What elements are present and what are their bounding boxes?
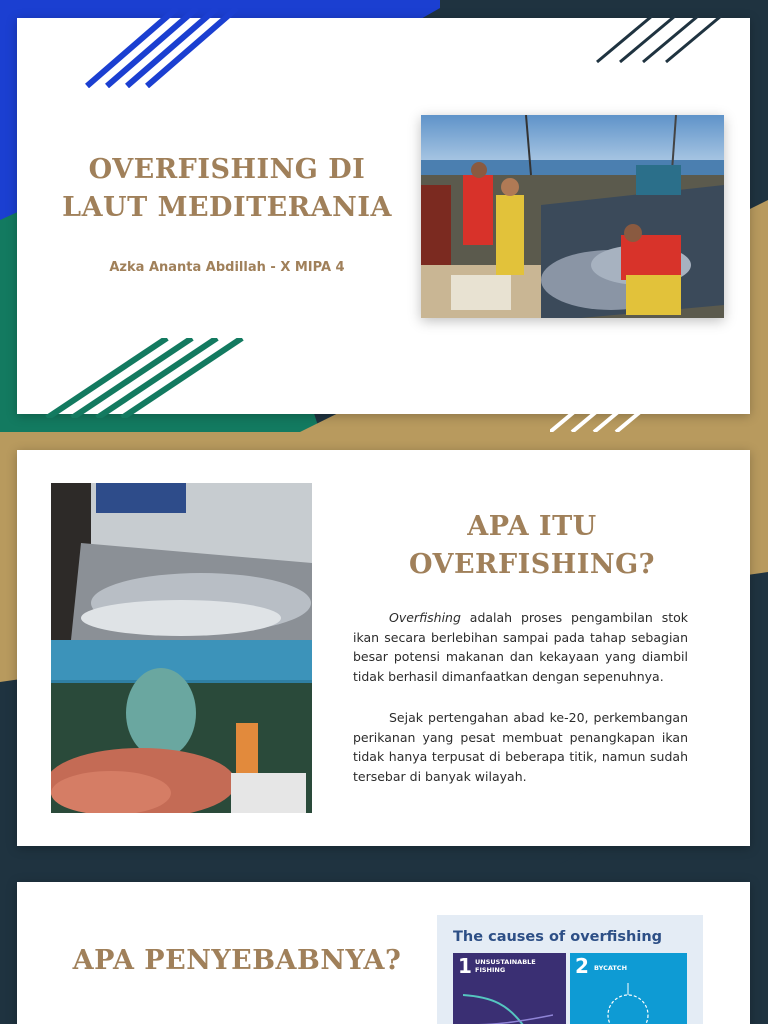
slide-2-title	[352, 508, 712, 584]
slide-1-title-line-2: LAUT MEDITERANIA	[62, 192, 392, 223]
slide-3	[0, 864, 768, 1024]
slide-1-author: Azka Ananta Abdillah - X MIPA 4	[109, 260, 345, 275]
slide-3-title: APA PENYEBABNYA?	[72, 945, 402, 976]
cause-number: 2	[575, 954, 589, 978]
cause-number: 1	[458, 954, 472, 978]
cause-label: UNSUSTAINABLE FISHING	[475, 958, 536, 974]
green-stripes	[27, 338, 287, 418]
slide-1	[0, 0, 768, 432]
slide-1-title-line-1: OVERFISHING DI	[88, 154, 366, 185]
paragraph-definition	[353, 608, 688, 686]
cause-label: BYCATCH	[594, 964, 628, 972]
slide-1-card	[17, 18, 750, 414]
dark-stripes	[592, 16, 732, 76]
blue-stripes	[77, 8, 297, 88]
slide-2-title-line-2: OVERFISHING?	[408, 549, 655, 580]
net-icon	[598, 983, 658, 1024]
slide-2	[0, 432, 768, 864]
cause-card-unsustainable	[453, 953, 566, 1024]
fishing-chart-icon	[463, 985, 553, 1024]
slide-2-title-line-1: APA ITU	[467, 511, 597, 542]
infographic-title: The causes of overfishing	[453, 929, 663, 945]
white-stripes	[550, 412, 660, 432]
fish-catch-photo	[51, 483, 312, 813]
fishermen-photo	[421, 115, 724, 318]
slide-2-card	[17, 450, 750, 846]
overfishing-term: Overfishing	[389, 610, 461, 625]
paragraph-definition-text: adalah proses pengambilan stok ikan secara berlebihan sampai pada tahap sebagian besar potensi makanan dan kekayaan yang diambil tidak berhasil dimanfaatkan dengan sepenuhnya.	[353, 610, 688, 684]
slide-3-card	[17, 882, 750, 1024]
causes-infographic	[437, 915, 703, 1024]
paragraph-history: Sejak pertengahan abad ke-20, perkembangan perikanan yang pesat membuat penangkapan ikan tidak hanya terpusat di beberapa titik, namun sudah tersebar di banyak wilayah.	[353, 710, 688, 784]
slide-1-title	[37, 151, 417, 227]
cause-card-bycatch	[570, 953, 687, 1024]
